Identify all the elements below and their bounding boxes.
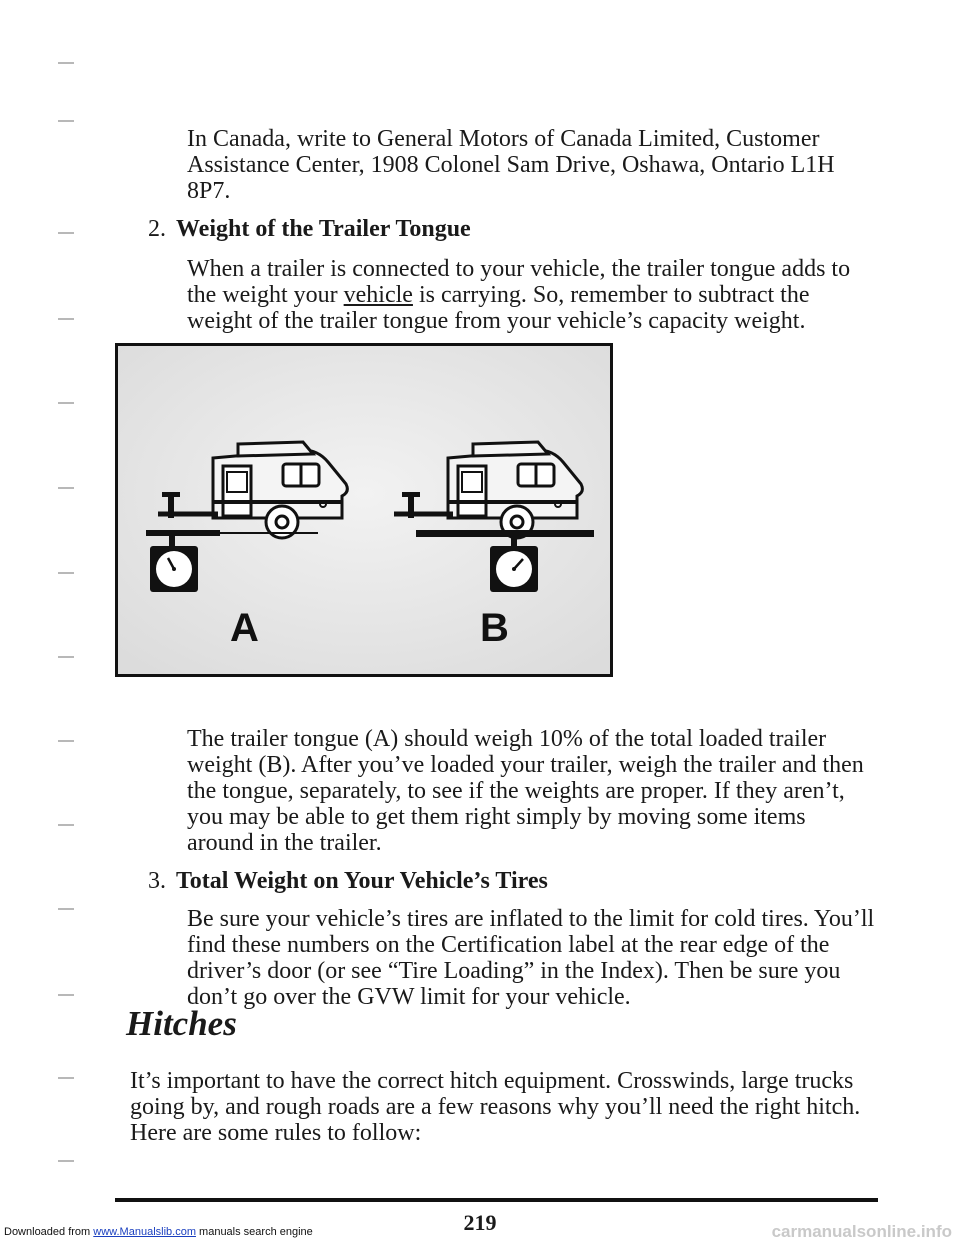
margin-tick <box>58 487 74 489</box>
tongue-note-paragraph: The trailer tongue (A) should weigh 10% of the total loaded trailer weight (B). After you’ve loaded your trailer, weigh the trailer and then the tongue, separately, to see if the weights are proper. If they aren’t, you may be able to get them right simply by moving some items around in the trailer. <box>187 726 864 856</box>
margin-tick <box>58 740 74 742</box>
list-heading: Weight of the Trailer Tongue <box>176 216 471 242</box>
watermark: carmanualsonline.info <box>771 1222 952 1241</box>
figure-label-a: A <box>230 606 259 650</box>
margin-tick <box>58 572 74 574</box>
tongue-text-part1: When a trailer is connected to your vehicle, the trailer tongue adds to the weight your <box>187 256 851 308</box>
margin-tick <box>58 824 74 826</box>
tongue-text-part2: is carrying. So, remember to subtract the weight of the trailer tongue from your vehicle’s capacity weight. <box>187 282 810 334</box>
footer-rule <box>115 1198 878 1202</box>
figure-label-b: B <box>480 606 509 650</box>
margin-tick <box>58 994 74 996</box>
manualslib-link[interactable]: www.Manualslib.com <box>93 1226 196 1238</box>
margin-tick <box>58 232 74 234</box>
margin-tick <box>58 908 74 910</box>
vehicle-underlined: vehicle <box>343 282 413 308</box>
list-item-tires <box>148 868 548 894</box>
margin-tick <box>58 656 74 658</box>
download-credit <box>4 1226 313 1238</box>
page-number: 219 <box>463 1210 497 1235</box>
margin-tick <box>58 120 74 122</box>
margin-tick <box>58 402 74 404</box>
tires-paragraph: Be sure your vehicle’s tires are inflated to the limit for cold tires. You’ll find these numbers on the Certification label at the rear edge of the driver’s door (or see “Tire Loading” in the Index). Then be sure you don’t go over the GVW limit for your vehicle. <box>187 906 875 1010</box>
download-credit-suffix: manuals search engine <box>195 1226 313 1238</box>
margin-tick <box>58 1160 74 1162</box>
margin-tick <box>58 62 74 64</box>
section-heading-hitches: Hitches <box>126 1004 237 1043</box>
margin-tick <box>58 1077 74 1079</box>
list-number: 2. <box>148 216 166 242</box>
margin-tick <box>58 318 74 320</box>
trailer-tongue-weight-figure <box>115 343 613 677</box>
trailer-illustration <box>118 346 610 674</box>
list-heading: Total Weight on Your Vehicle’s Tires <box>176 868 548 894</box>
tongue-paragraph <box>187 256 877 334</box>
hitches-paragraph: It’s important to have the correct hitch equipment. Crosswinds, large trucks going by, and rough roads are a few reasons why you’ll need the right hitch. Here are some rules to follow: <box>130 1068 861 1146</box>
download-credit-prefix: Downloaded from <box>4 1226 94 1238</box>
list-item-tongue <box>148 216 471 242</box>
list-number: 3. <box>148 868 166 894</box>
canada-address-paragraph: In Canada, write to General Motors of Canada Limited, Customer Assistance Center, 1908 Colonel Sam Drive, Oshawa, Ontario L1H 8P7. <box>187 126 835 204</box>
